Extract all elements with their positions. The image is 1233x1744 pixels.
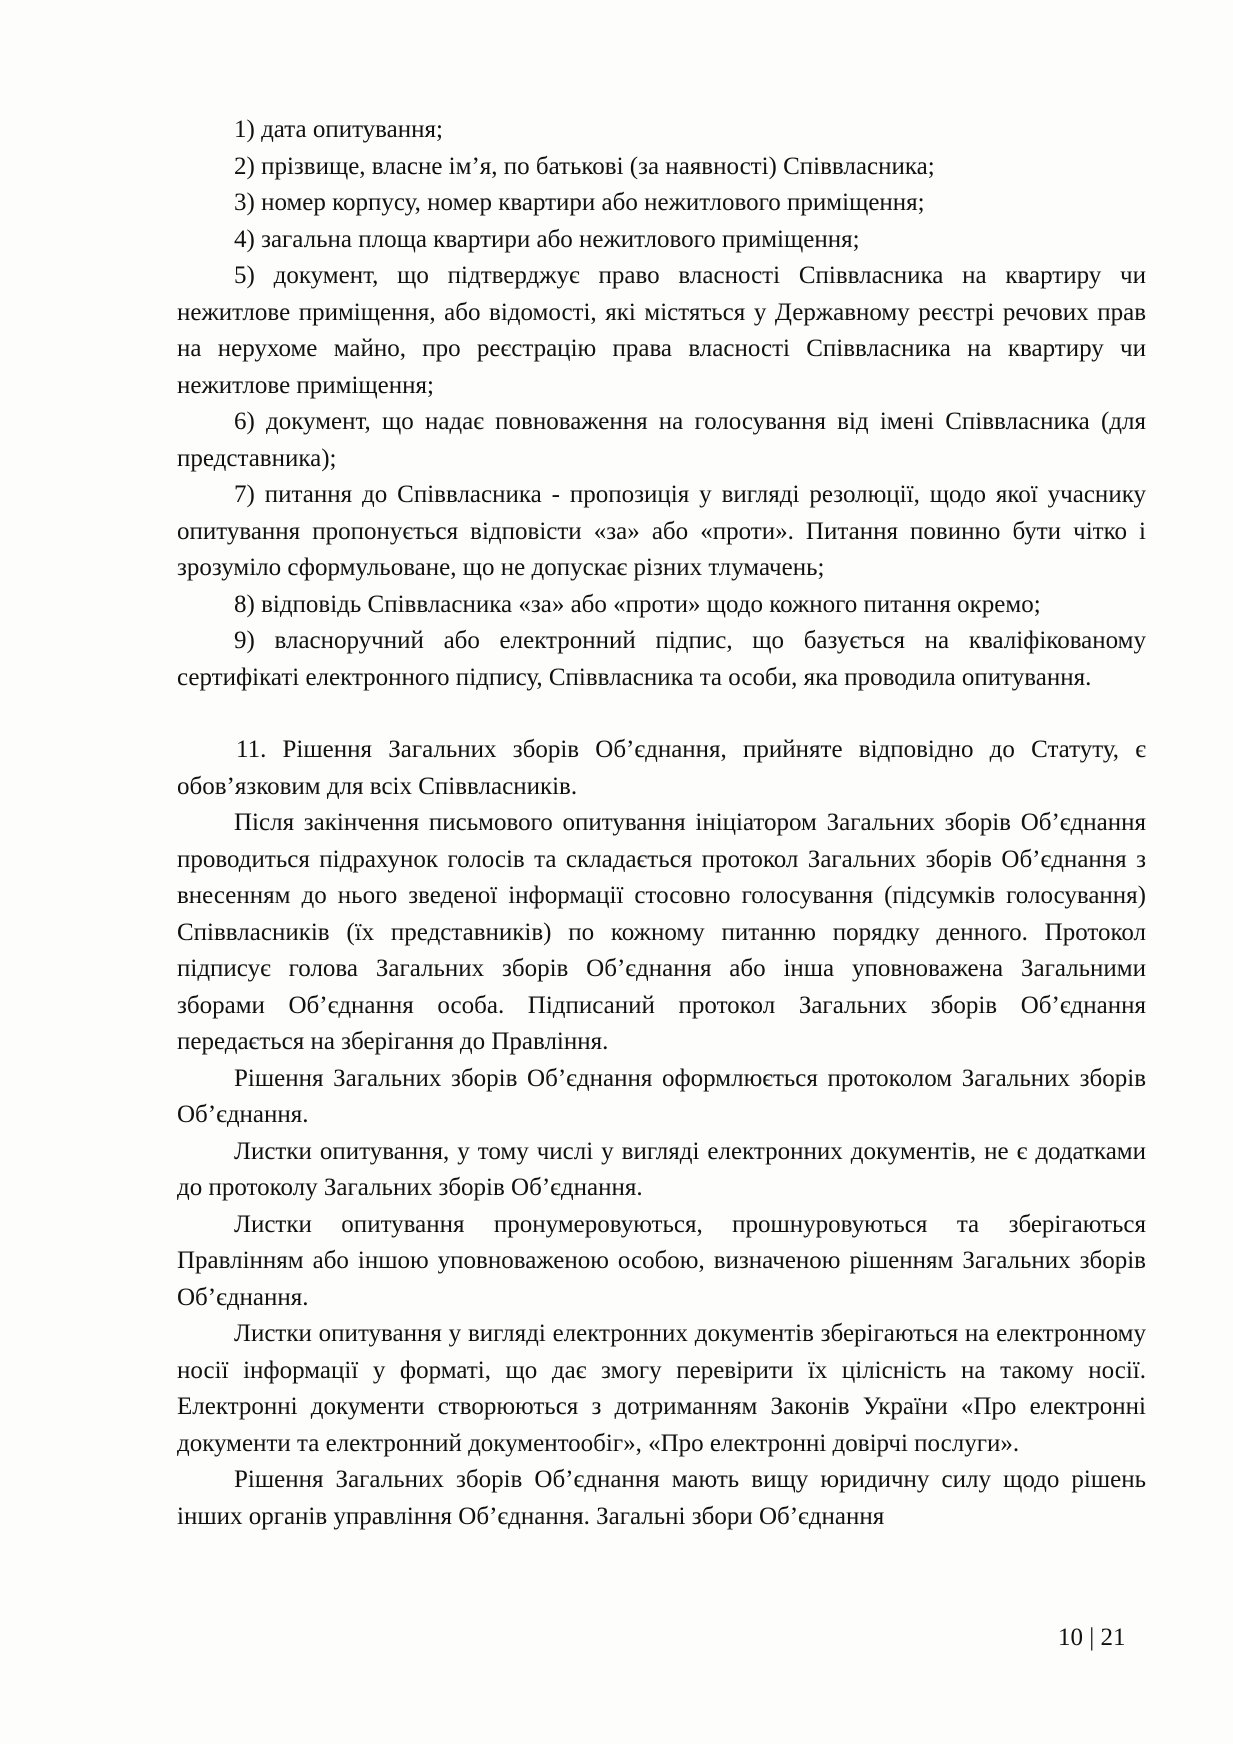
list-item: 3) номер корпусу, номер квартири або нежитлового приміщення; — [234, 189, 925, 216]
list-item: 9) власноручний або електронний підпис, що базується на кваліфікованому сертифікаті електронного підпису, Співвласника та особи, яка проводила опитування. — [177, 627, 1146, 691]
list-item: 4) загальна площа квартири або нежитлового приміщення; — [234, 225, 860, 253]
page-number: 10 | 21 — [1058, 1624, 1126, 1651]
list-item: 6) документ, що надає повноваження на голосування від імені Співвласника (для представника); — [177, 408, 1146, 472]
list-item: 8) відповідь Співвласника «за» або «проти» щодо кожного питання окремо; — [234, 590, 1041, 618]
paragraph: Рішення Загальних зборів Об’єднання мають вищу юридичну силу щодо рішень інших органів управління Об’єднання. Загальні збори Об’єднання — [177, 1466, 1146, 1530]
list-item: 2) прізвище, власне ім’я, по батькові (за наявності) Співвласника; — [234, 152, 935, 180]
paragraph: Листки опитування пронумеровуються, прошнуровуються та зберігаються Правлінням або іншою уповноваженою особою, визначеною рішенням Загальних зборів Об’єднання. — [177, 1210, 1146, 1311]
list-item: 1) дата опитування; — [234, 116, 443, 143]
clause-11-paragraph: 11. Рішення Загальних зборів Об’єднання, прийняте відповідно до Статуту, є обов’язковим для всіх Співвласників. — [177, 736, 1146, 800]
section-gap — [177, 696, 1146, 732]
paragraph: Після закінчення письмового опитування ініціатором Загальних зборів Об’єднання проводиться підрахунок голосів та складається протокол Загальних зборів Об’єднання з внесенням до нього зведеної інформації стосовно голосування (підсумків голосування) Співвласників (їх представників) по кожному питанню порядку денного. Протокол підписує голова Загальних зборів Об’єднання або інша уповноважена Загальними зборами Об’єднання особа. Підписаний протокол Загальних зборів Об’єднання передається на зберігання до Правління. — [177, 809, 1146, 1055]
paragraph: Листки опитування, у тому числі у вигляді електронних документів, не є додатками до протоколу Загальних зборів Об’єднання. — [177, 1137, 1146, 1201]
list-item: 5) документ, що підтверджує право власності Співвласника на квартиру чи нежитлове приміщення, або відомості, які містяться у Державному реєстрі речових прав на нерухоме майно, про реєстрацію права власності Співвласника на квартиру чи нежитлове приміщення; — [177, 262, 1146, 399]
paragraph: Листки опитування у вигляді електронних документів зберігаються на електронному носії інформації у форматі, що дає змогу перевірити їх цілісність на такому носії. Електронні документи створюються з дотриманням Законів України «Про електронні документи та електронний документообіг», «Про електронні довірчі послуги». — [177, 1320, 1146, 1457]
document-body — [177, 112, 1146, 1535]
list-item: 7) питання до Співвласника - пропозиція у вигляді резолюції, щодо якої учаснику опитування пропонується відповісти «за» або «проти». Питання повинно бути чітко і зрозуміло сформульоване, що не допускає різних тлумачень; — [177, 481, 1146, 581]
paragraph: Рішення Загальних зборів Об’єднання оформлюється протоколом Загальних зборів Об’єднання. — [177, 1064, 1146, 1128]
